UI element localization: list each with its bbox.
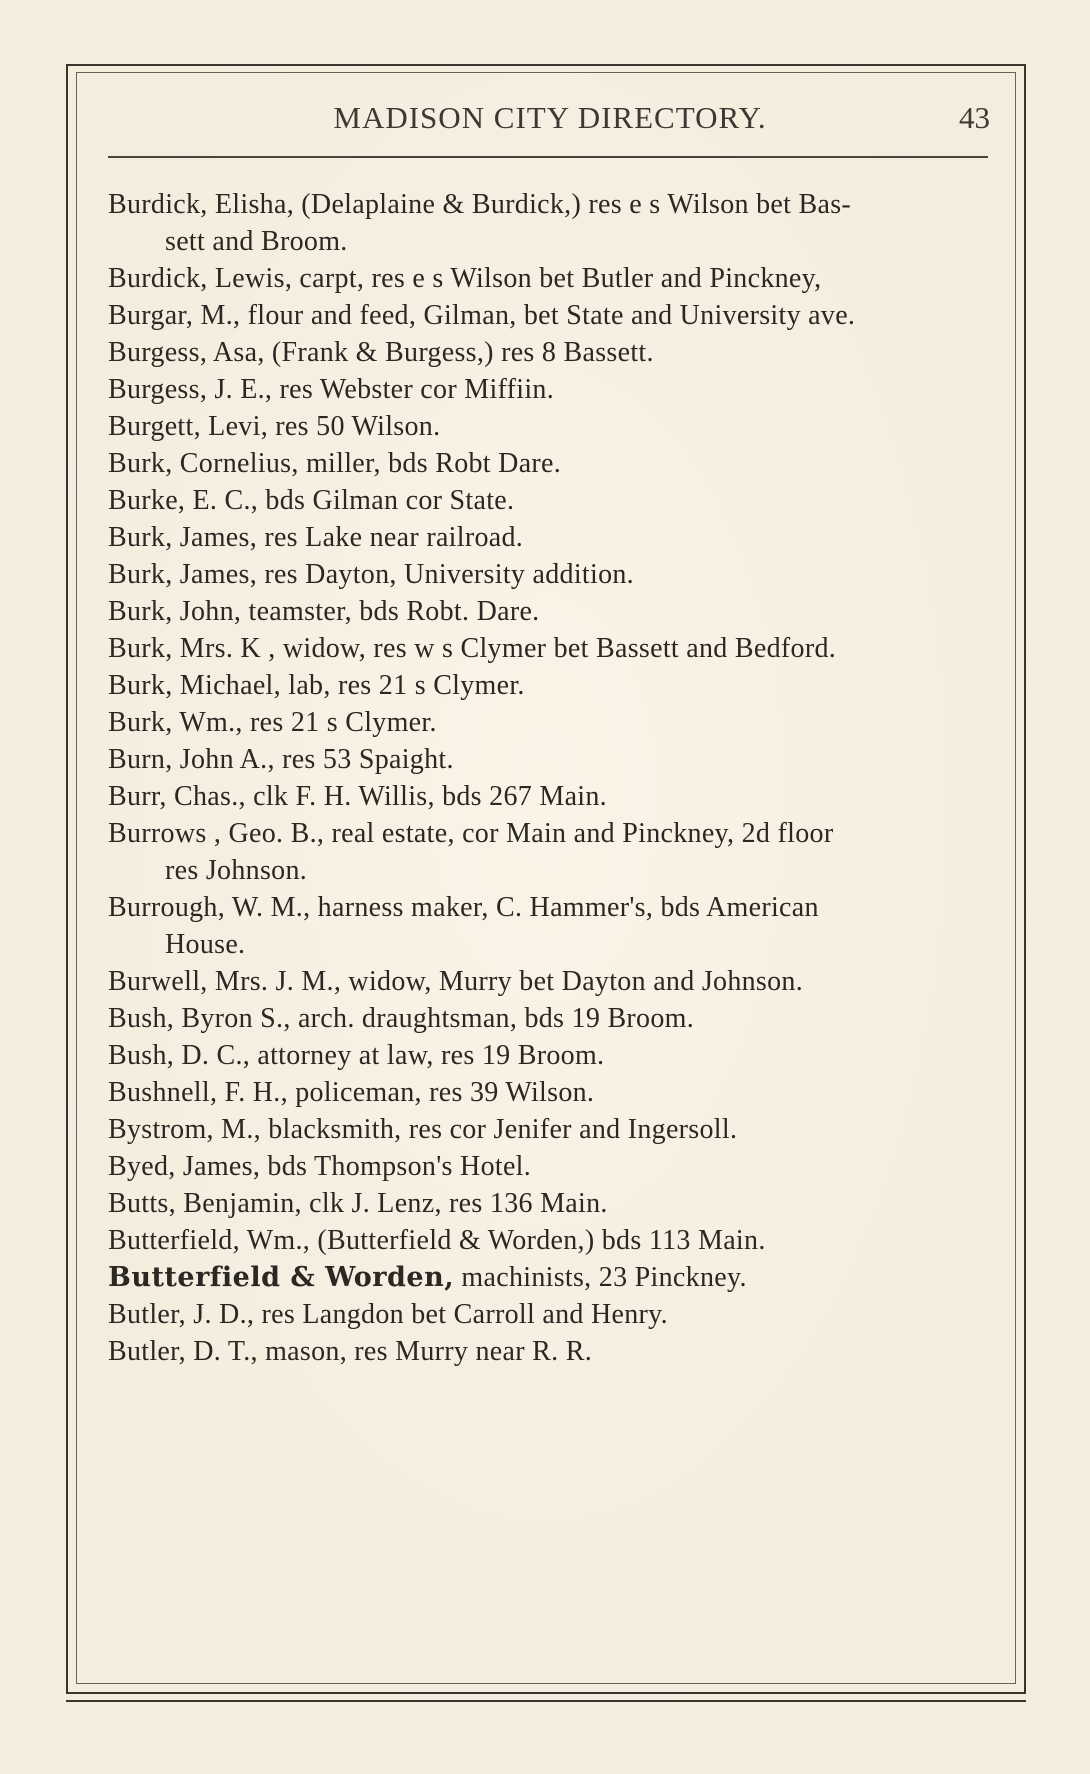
directory-entry (108, 593, 992, 630)
directory-entry (108, 963, 992, 1000)
entry-text: Burgess, J. E., res Webster cor Miffiin. (108, 374, 555, 405)
entry-text: Burk, James, res Dayton, University addition. (108, 559, 634, 590)
directory-entry (108, 667, 992, 704)
directory-entry (108, 186, 992, 260)
directory-entry (108, 815, 992, 889)
directory-entry (108, 1259, 992, 1296)
directory-entry (108, 482, 992, 519)
entry-continuation: sett and Broom. (165, 226, 348, 257)
directory-entry (108, 778, 992, 815)
directory-entry (108, 1111, 992, 1148)
directory-entry (108, 1333, 992, 1370)
entry-text: Burk, John, teamster, bds Robt. Dare. (108, 596, 540, 627)
directory-entry (108, 445, 992, 482)
directory-entry (108, 519, 992, 556)
entry-text: machinists, 23 Pinckney. (454, 1262, 747, 1293)
entry-text: Bystrom, M., blacksmith, res cor Jenifer and Ingersoll. (108, 1114, 738, 1145)
entry-text: Burr, Chas., clk F. H. Willis, bds 267 Main. (108, 781, 607, 812)
bottom-rule (66, 1700, 1026, 1702)
directory-entry (108, 1074, 992, 1111)
entry-continuation: House. (165, 929, 246, 960)
entry-text: Butterfield, Wm., (Butterfield & Worden,) bds 113 Main. (108, 1225, 766, 1256)
directory-entry (108, 630, 992, 667)
entry-text: Bush, Byron S., arch. draughtsman, bds 19 Broom. (108, 1003, 695, 1034)
entry-text: Burn, John A., res 53 Spaight. (108, 744, 454, 775)
entry-text: Burrough, W. M., harness maker, C. Hammer's, bds American (108, 892, 819, 923)
directory-entry (108, 408, 992, 445)
entry-text: Burk, Michael, lab, res 21 s Clymer. (108, 670, 525, 701)
entry-text: Byed, James, bds Thompson's Hotel. (108, 1151, 532, 1182)
directory-entries (108, 186, 992, 1370)
firm-name: Butterfield & Worden, (108, 1262, 455, 1293)
directory-entry (108, 1148, 992, 1185)
entry-text: Burke, E. C., bds Gilman cor State. (108, 485, 515, 516)
directory-entry (108, 1296, 992, 1333)
directory-entry (108, 1222, 992, 1259)
entry-text: Butler, J. D., res Langdon bet Carroll and Henry. (108, 1299, 668, 1330)
entry-text: Bushnell, F. H., policeman, res 39 Wilson. (108, 1077, 595, 1108)
directory-entry (108, 297, 992, 334)
entry-text: Burrows , Geo. B., real estate, cor Main and Pinckney, 2d floor (108, 818, 834, 849)
entry-text: Burwell, Mrs. J. M., widow, Murry bet Dayton and Johnson. (108, 966, 804, 997)
directory-entry (108, 334, 992, 371)
entry-text: Burk, Cornelius, miller, bds Robt Dare. (108, 448, 562, 479)
entry-text: Burdick, Elisha, (Delaplaine & Burdick,) res e s Wilson bet Bas- (108, 189, 852, 220)
entry-text: Burgar, M., flour and feed, Gilman, bet State and University ave. (108, 300, 856, 331)
directory-entry (108, 741, 992, 778)
directory-entry (108, 556, 992, 593)
entry-text: Burgett, Levi, res 50 Wilson. (108, 411, 441, 442)
directory-entry (108, 371, 992, 408)
directory-entry (108, 704, 992, 741)
running-title: MADISON CITY DIRECTORY. (333, 100, 767, 135)
entry-text: Bush, D. C., attorney at law, res 19 Broom. (108, 1040, 605, 1071)
entry-text: Burk, Mrs. K , widow, res w s Clymer bet Bassett and Bedford. (108, 633, 837, 664)
entry-text: Butts, Benjamin, clk J. Lenz, res 136 Main. (108, 1188, 608, 1219)
entry-text: Burk, Wm., res 21 s Clymer. (108, 707, 437, 738)
entry-continuation: res Johnson. (165, 855, 308, 886)
page-header (110, 100, 990, 144)
entry-text: Burk, James, res Lake near railroad. (108, 522, 524, 553)
entry-text: Burdick, Lewis, carpt, res e s Wilson bet Butler and Pinckney, (108, 263, 822, 294)
page-number: 43 (959, 100, 990, 135)
header-rule (108, 156, 988, 158)
entry-text: Butler, D. T., mason, res Murry near R. R. (108, 1336, 593, 1367)
directory-entry (108, 889, 992, 963)
entry-text: Burgess, Asa, (Frank & Burgess,) res 8 Bassett. (108, 337, 654, 368)
directory-entry (108, 1000, 992, 1037)
directory-entry (108, 260, 992, 297)
directory-entry (108, 1185, 992, 1222)
directory-entry (108, 1037, 992, 1074)
